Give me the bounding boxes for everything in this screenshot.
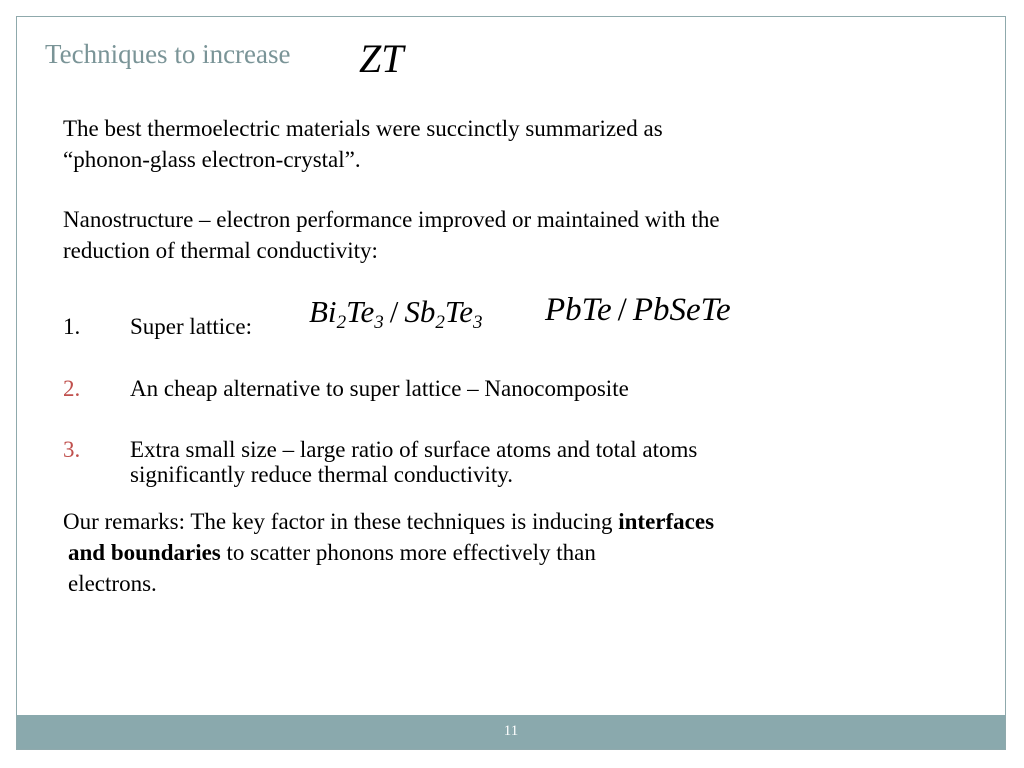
paragraph-line: and boundaries to scatter phonons more effectively than (68, 540, 596, 565)
paragraph-line: The best thermoelectric materials were succinctly summarized as (63, 116, 663, 141)
slide (16, 16, 1006, 750)
formula-pbte-pbsete: PbTe / PbSeTe (545, 292, 731, 328)
slide-title: Techniques to increase (45, 39, 291, 69)
list-number: 2. (63, 376, 81, 401)
formula-bi2te3-sb2te3: $Bi_2Te_3 / Sb_2Te_3$ (309, 294, 483, 333)
paragraph-line: reduction of thermal conductivity: (63, 238, 378, 263)
footer-bar (17, 715, 1005, 749)
list-number: 3. (63, 437, 81, 462)
list-text: An cheap alternative to super lattice – Nanocomposite (130, 376, 629, 401)
paragraph-nanostructure (63, 204, 720, 266)
list-text: Extra small size – large ratio of surface atoms and total atoms significantly reduce thermal conductivity. (130, 437, 698, 487)
paragraph-phonon-glass (63, 113, 663, 175)
paragraph-line: Our remarks: The key factor in these techniques is inducing interfaces (63, 509, 715, 534)
paragraph-line: Nanostructure – electron performance improved or maintained with the (63, 207, 720, 232)
page-number: 11 (503, 723, 519, 739)
paragraph-line: electrons. (68, 571, 157, 596)
list-text: Super lattice: (130, 314, 252, 339)
paragraph-line: “phonon-glass electron-crystal”. (63, 147, 361, 172)
list-number: 1. (63, 314, 81, 339)
title-zt-math: ZT (359, 36, 404, 81)
paragraph-remarks (63, 506, 714, 599)
